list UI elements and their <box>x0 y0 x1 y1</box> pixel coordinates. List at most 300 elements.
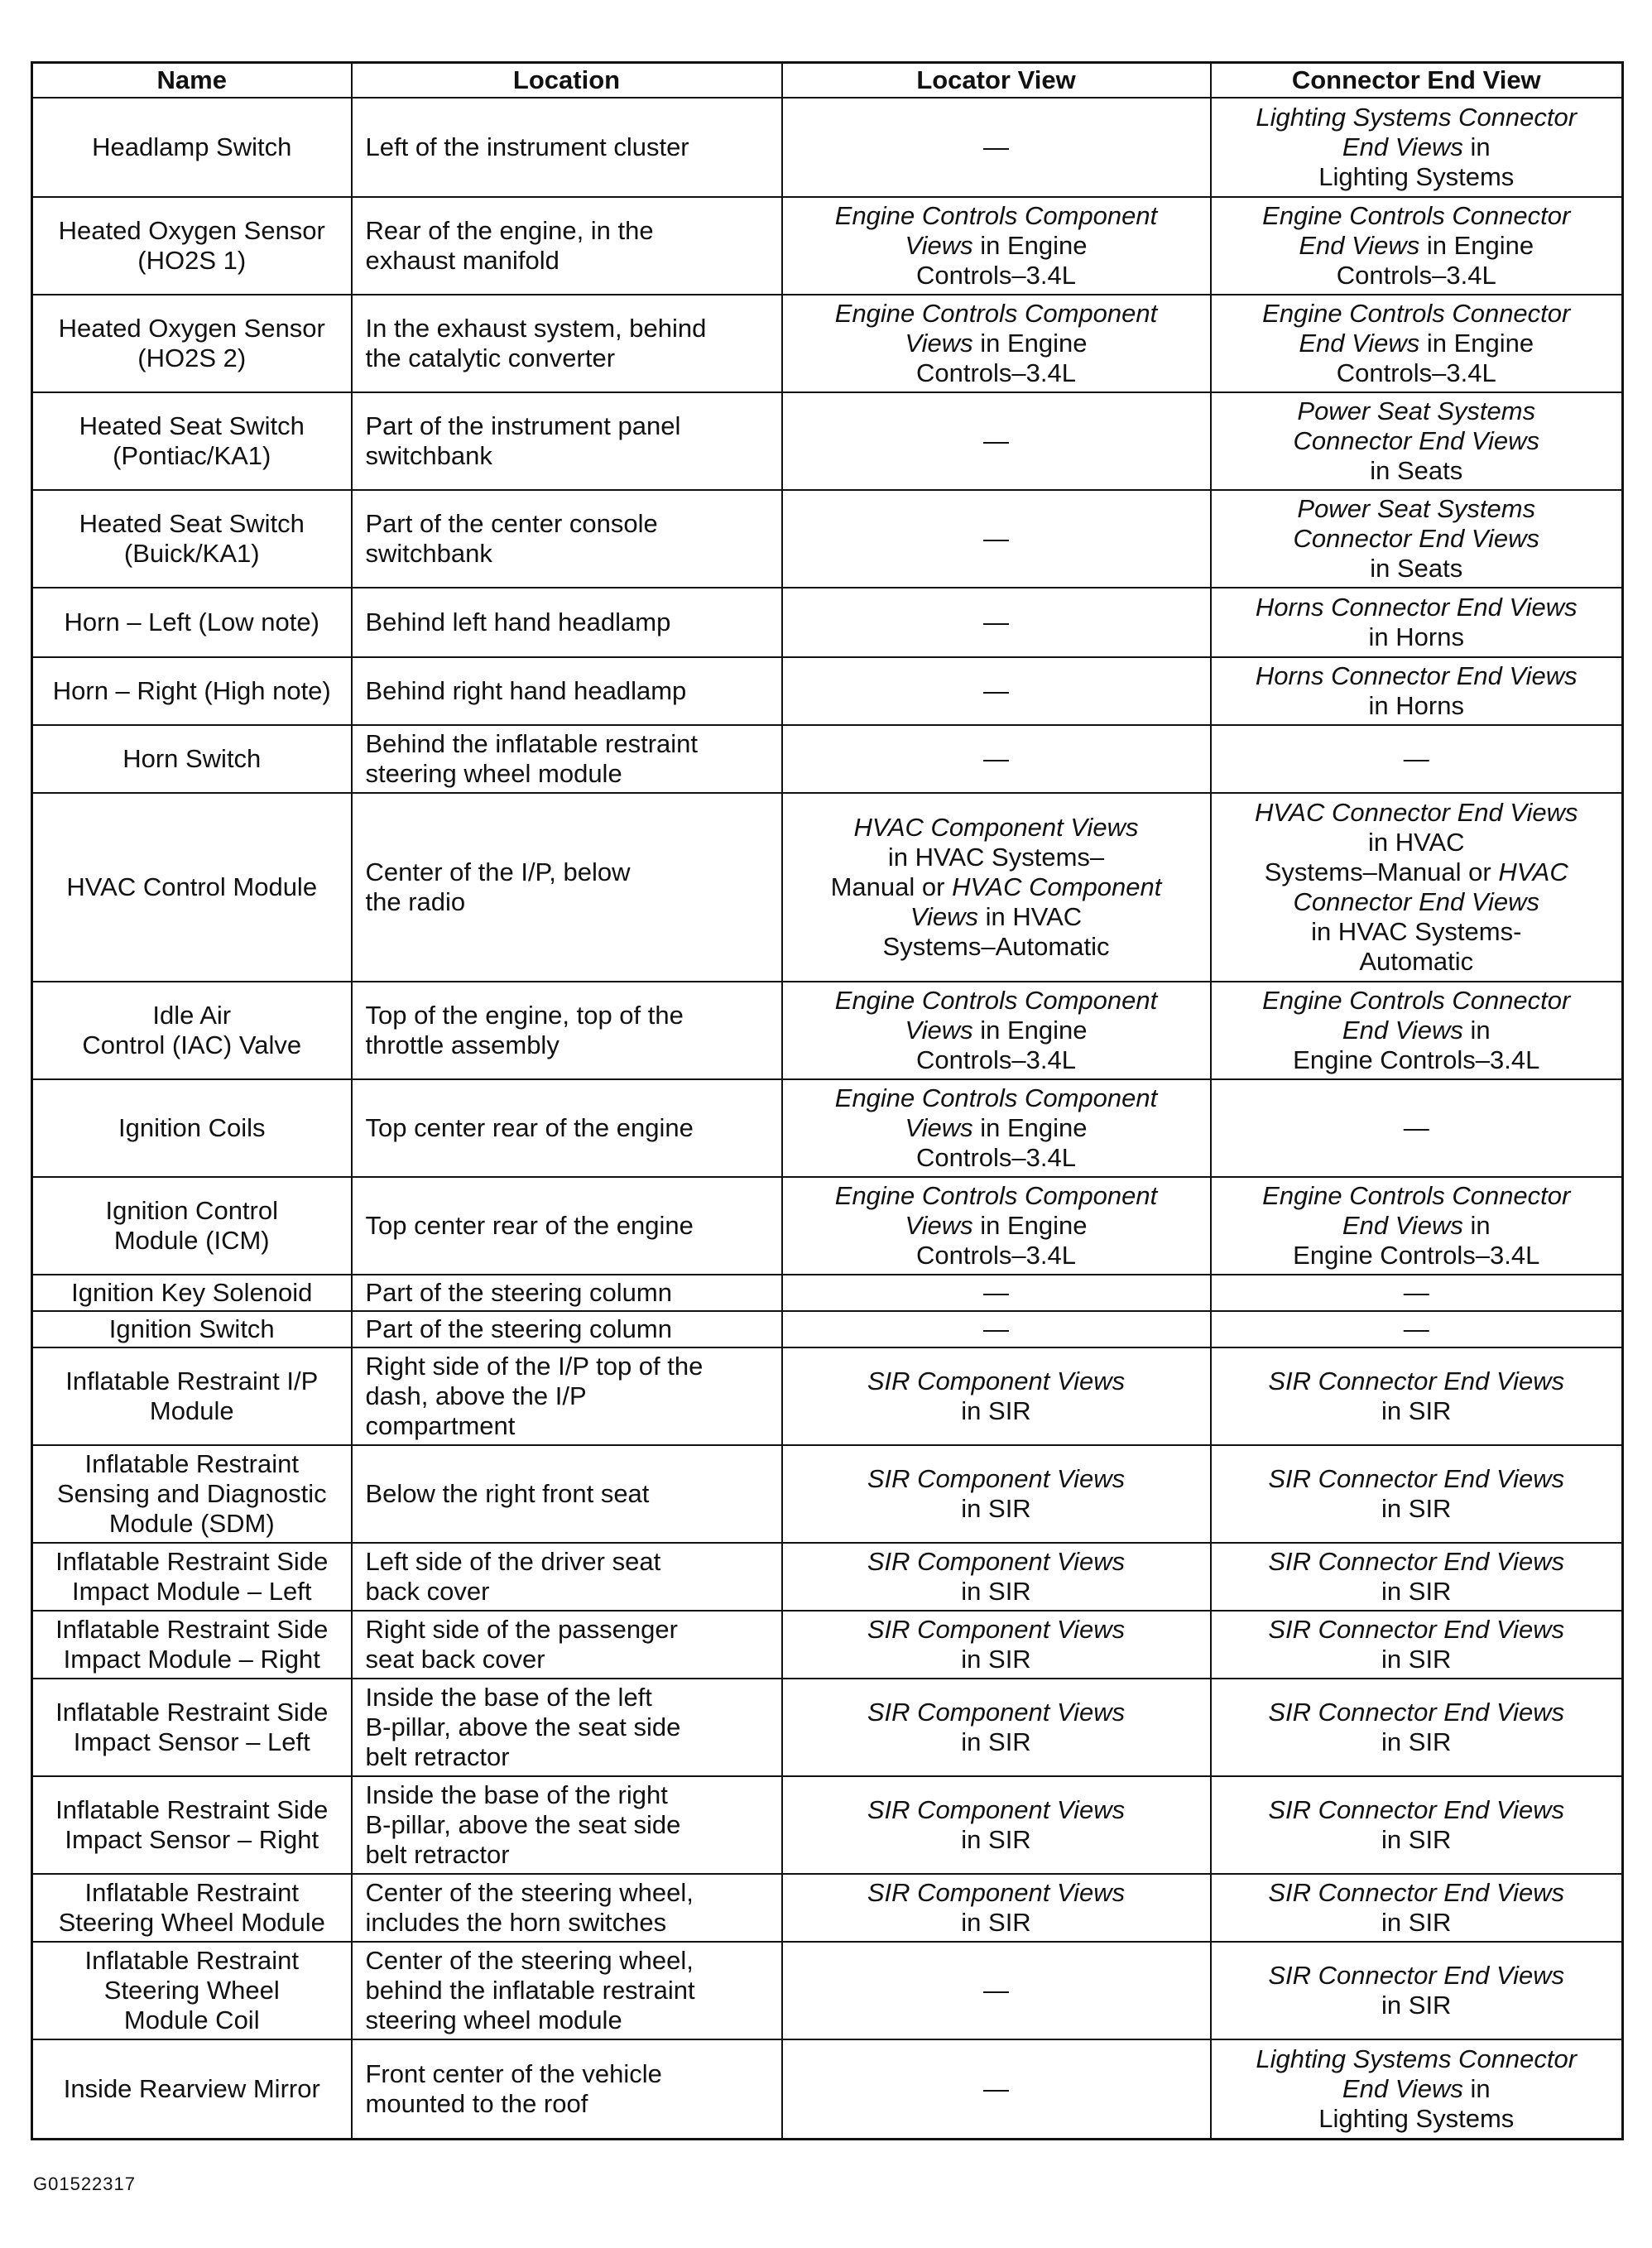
location-line: Inside the base of the left <box>365 1683 652 1712</box>
cell-locator-view <box>782 295 1211 392</box>
connector-end-view-text: Engine Controls Connector <box>1262 299 1571 328</box>
connector-end-view-text: End Views <box>1342 1016 1463 1045</box>
cell-locator-view <box>782 657 1211 725</box>
connector-end-view-text: in Horns <box>1368 691 1464 720</box>
cell-name <box>32 295 352 392</box>
locator-view-text: Controls–3.4L <box>915 261 1076 290</box>
location-line: steering wheel module <box>365 2005 622 2034</box>
connector-end-view-text: in <box>1462 1016 1491 1045</box>
empty-dash: — <box>983 132 1009 161</box>
locator-view-text: Manual or <box>830 872 953 901</box>
connector-end-view-text: in SIR <box>1381 1645 1452 1674</box>
connector-end-view-text: in Seats <box>1370 554 1463 583</box>
connector-end-view-text: SIR Connector End Views <box>1268 1367 1565 1395</box>
empty-dash: — <box>1403 1314 1429 1343</box>
connector-end-view-text: in SIR <box>1381 1396 1452 1425</box>
component-locator-table <box>31 61 1624 2140</box>
table-row <box>32 657 1623 725</box>
cell-locator-view <box>782 1079 1211 1177</box>
name-line: Heated Seat Switch <box>79 509 305 538</box>
connector-end-view-text: in Seats <box>1370 456 1463 485</box>
cell-connector-end-view <box>1211 490 1623 588</box>
table-row <box>32 1776 1623 1874</box>
location-line: seat back cover <box>365 1645 545 1674</box>
cell-location <box>352 1776 782 1874</box>
cell-connector-end-view <box>1211 1347 1623 1445</box>
name-line: Horn – Right (High note) <box>52 676 331 705</box>
location-line: steering wheel module <box>365 759 622 788</box>
cell-connector-end-view <box>1211 1543 1623 1611</box>
location-line: Left of the instrument cluster <box>365 132 689 161</box>
name-line: Steering Wheel <box>103 1976 280 2005</box>
cell-name <box>32 1942 352 2039</box>
location-line: Top of the engine, top of the <box>365 1001 684 1030</box>
location-line: includes the horn switches <box>365 1908 667 1937</box>
name-line: Ignition Switch <box>108 1314 275 1343</box>
location-line: exhaust manifold <box>365 246 559 275</box>
locator-view-text: SIR Component Views <box>867 1878 1126 1907</box>
table-row <box>32 1679 1623 1776</box>
cell-name <box>32 793 352 982</box>
name-line: Module Coil <box>123 2005 260 2034</box>
cell-locator-view <box>782 793 1211 982</box>
locator-view-text: Controls–3.4L <box>915 358 1076 387</box>
location-line: Top center rear of the engine <box>365 1211 694 1240</box>
connector-end-view-text: in <box>1462 132 1491 161</box>
cell-location <box>352 295 782 392</box>
name-line: Inflatable Restraint I/P <box>65 1367 319 1395</box>
cell-location <box>352 588 782 657</box>
cell-locator-view <box>782 1311 1211 1347</box>
locator-view-text: Engine Controls Component <box>834 1083 1158 1112</box>
cell-name <box>32 98 352 197</box>
locator-view-text: in SIR <box>961 1825 1031 1854</box>
connector-end-view-text: End Views <box>1299 329 1420 358</box>
connector-end-view-text: Connector End Views <box>1293 426 1540 455</box>
name-line: (HO2S 1) <box>137 246 247 275</box>
empty-dash: — <box>983 2073 1009 2103</box>
name-line: Horn Switch <box>122 744 262 773</box>
cell-location <box>352 2039 782 2139</box>
name-line: Ignition Control <box>105 1196 278 1225</box>
cell-name <box>32 588 352 657</box>
location-line: Behind right hand headlamp <box>365 676 687 705</box>
location-line: Center of the steering wheel, <box>365 1946 694 1975</box>
locator-view-text: SIR Component Views <box>867 1464 1126 1493</box>
name-line: Module (ICM) <box>113 1226 270 1255</box>
cell-name <box>32 1079 352 1177</box>
cell-name <box>32 725 352 793</box>
locator-view-text: Views <box>905 1211 973 1240</box>
cell-connector-end-view <box>1211 392 1623 490</box>
header-connector-end-view: Connector End View <box>1211 63 1623 98</box>
connector-end-view-text: Power Seat Systems <box>1297 494 1536 523</box>
connector-end-view-text: Lighting Systems <box>1318 2103 1515 2133</box>
name-line: HVAC Control Module <box>66 872 318 901</box>
connector-end-view-text: Lighting Systems Connector <box>1256 2044 1578 2073</box>
name-line: Inflatable Restraint <box>84 1878 299 1907</box>
cell-name <box>32 490 352 588</box>
header-row <box>32 63 1623 98</box>
connector-end-view-text: HVAC <box>1498 857 1568 886</box>
connector-end-view-text: SIR Connector End Views <box>1268 1698 1565 1727</box>
connector-end-view-text: in SIR <box>1381 1991 1452 2020</box>
cell-connector-end-view <box>1211 725 1623 793</box>
cell-connector-end-view <box>1211 2039 1623 2139</box>
locator-view-text: SIR Component Views <box>867 1615 1126 1644</box>
connector-end-view-text: Engine Controls Connector <box>1262 1181 1571 1210</box>
connector-end-view-text: End Views <box>1342 132 1463 161</box>
name-line: Inflatable Restraint Side <box>55 1547 329 1576</box>
name-line: Heated Oxygen Sensor <box>58 216 325 245</box>
name-line: Ignition Key Solenoid <box>71 1278 313 1307</box>
connector-end-view-text: Controls–3.4L <box>1336 358 1496 387</box>
connector-end-view-text: End Views <box>1342 1211 1463 1240</box>
cell-connector-end-view <box>1211 1311 1623 1347</box>
connector-end-view-text: in SIR <box>1381 1825 1452 1854</box>
location-line: B-pillar, above the seat side <box>365 1712 681 1741</box>
cell-name <box>32 657 352 725</box>
header-name: Name <box>32 63 352 98</box>
cell-locator-view <box>782 1347 1211 1445</box>
cell-locator-view <box>782 725 1211 793</box>
cell-connector-end-view <box>1211 1874 1623 1942</box>
locator-view-text: Views <box>910 902 978 931</box>
table-row <box>32 1543 1623 1611</box>
cell-name <box>32 1445 352 1543</box>
empty-dash: — <box>983 524 1009 553</box>
empty-dash: — <box>1403 1113 1429 1142</box>
cell-locator-view <box>782 1177 1211 1275</box>
locator-view-text: HVAC Component Views <box>853 813 1139 842</box>
location-line: dash, above the I/P <box>365 1381 587 1410</box>
connector-end-view-text: Engine Controls–3.4L <box>1293 1045 1540 1074</box>
cell-connector-end-view <box>1211 1445 1623 1543</box>
location-line: compartment <box>365 1411 516 1440</box>
cell-connector-end-view <box>1211 1679 1623 1776</box>
name-line: (HO2S 2) <box>137 343 247 372</box>
connector-end-view-text: Engine Controls–3.4L <box>1293 1241 1540 1270</box>
locator-view-text: Systems–Automatic <box>882 932 1110 961</box>
cell-location <box>352 1874 782 1942</box>
locator-view-text: Views <box>905 231 973 260</box>
location-line: mounted to the roof <box>365 2088 588 2118</box>
cell-connector-end-view <box>1211 1079 1623 1177</box>
connector-end-view-text: HVAC Connector End Views <box>1254 798 1578 827</box>
name-line: (Pontiac/KA1) <box>113 441 271 470</box>
table-row <box>32 793 1623 982</box>
cell-name <box>32 982 352 1079</box>
connector-end-view-text: in Engine <box>1419 231 1534 260</box>
name-line: Inflatable Restraint <box>84 1946 299 1975</box>
cell-name <box>32 1311 352 1347</box>
locator-view-text: Views <box>905 1016 973 1045</box>
cell-location <box>352 490 782 588</box>
cell-connector-end-view <box>1211 1177 1623 1275</box>
locator-view-text: in SIR <box>961 1577 1031 1606</box>
table-row <box>32 392 1623 490</box>
locator-view-text: in HVAC <box>977 902 1083 931</box>
connector-end-view-text: in SIR <box>1381 1494 1452 1523</box>
table-row <box>32 1311 1623 1347</box>
name-line: Idle Air <box>152 1001 232 1030</box>
cell-locator-view <box>782 1445 1211 1543</box>
cell-name <box>32 1275 352 1311</box>
cell-connector-end-view <box>1211 1776 1623 1874</box>
connector-end-view-text: in HVAC <box>1367 828 1465 857</box>
name-line: Heated Oxygen Sensor <box>58 314 325 343</box>
empty-dash: — <box>983 676 1009 705</box>
locator-view-text: SIR Component Views <box>867 1367 1126 1395</box>
location-line: throttle assembly <box>365 1030 559 1059</box>
connector-end-view-text: in SIR <box>1381 1577 1452 1606</box>
cell-location <box>352 1445 782 1543</box>
connector-end-view-text: in SIR <box>1381 1908 1452 1937</box>
cell-location <box>352 793 782 982</box>
cell-connector-end-view <box>1211 982 1623 1079</box>
locator-view-text: in Engine <box>972 231 1088 260</box>
empty-dash: — <box>983 426 1009 455</box>
name-line: Impact Sensor – Right <box>65 1825 319 1854</box>
cell-location <box>352 1611 782 1679</box>
connector-end-view-text: Lighting Systems <box>1318 162 1515 191</box>
location-line: Right side of the I/P top of the <box>365 1352 704 1381</box>
cell-connector-end-view <box>1211 1611 1623 1679</box>
location-line: Part of the steering column <box>365 1278 672 1307</box>
cell-locator-view <box>782 982 1211 1079</box>
connector-end-view-text: SIR Connector End Views <box>1268 1615 1565 1644</box>
locator-view-text: Controls–3.4L <box>915 1241 1076 1270</box>
table-row <box>32 1445 1623 1543</box>
table-row <box>32 295 1623 392</box>
location-line: Right side of the passenger <box>365 1615 678 1644</box>
empty-dash: — <box>1403 744 1429 773</box>
location-line: Center of the steering wheel, <box>365 1878 694 1907</box>
cell-location <box>352 1079 782 1177</box>
cell-connector-end-view <box>1211 1942 1623 2039</box>
cell-location <box>352 1543 782 1611</box>
locator-view-text: in SIR <box>961 1645 1031 1674</box>
locator-view-text: Views <box>905 329 973 358</box>
connector-end-view-text: SIR Connector End Views <box>1268 1795 1565 1824</box>
location-line: Rear of the engine, in the <box>365 216 654 245</box>
name-line: Inside Rearview Mirror <box>63 2073 320 2103</box>
cell-location <box>352 725 782 793</box>
cell-connector-end-view <box>1211 197 1623 295</box>
table-row <box>32 1347 1623 1445</box>
name-line: Control (IAC) Valve <box>82 1030 302 1059</box>
locator-view-text: Engine Controls Component <box>834 201 1158 230</box>
connector-end-view-text: Horns Connector End Views <box>1255 593 1578 622</box>
name-line: Impact Sensor – Left <box>73 1727 310 1756</box>
header-locator-view: Locator View <box>782 63 1211 98</box>
locator-view-text: in Engine <box>972 1016 1088 1045</box>
location-line: belt retractor <box>365 1742 510 1771</box>
connector-end-view-text: SIR Connector End Views <box>1268 1464 1565 1493</box>
connector-end-view-text: Controls–3.4L <box>1336 261 1496 290</box>
cell-locator-view <box>782 98 1211 197</box>
figure-code: G01522317 <box>33 2174 136 2194</box>
locator-view-text: in SIR <box>961 1908 1031 1937</box>
location-line: Top center rear of the engine <box>365 1113 694 1142</box>
cell-locator-view <box>782 1611 1211 1679</box>
empty-dash: — <box>983 608 1009 636</box>
cell-connector-end-view <box>1211 793 1623 982</box>
connector-end-view-text: Power Seat Systems <box>1297 396 1536 425</box>
locator-view-text: SIR Component Views <box>867 1698 1126 1727</box>
cell-name <box>32 1776 352 1874</box>
location-line: Behind the inflatable restraint <box>365 729 699 758</box>
connector-end-view-text: Lighting Systems Connector <box>1256 103 1578 132</box>
connector-end-view-text: in <box>1462 2073 1491 2103</box>
name-line: Steering Wheel Module <box>58 1908 325 1937</box>
table-row <box>32 588 1623 657</box>
connector-end-view-text: in Engine <box>1419 329 1534 358</box>
cell-location <box>352 197 782 295</box>
table-row <box>32 1874 1623 1942</box>
cell-location <box>352 98 782 197</box>
table-row <box>32 982 1623 1079</box>
header-location: Location <box>352 63 782 98</box>
cell-name <box>32 1874 352 1942</box>
cell-name <box>32 1679 352 1776</box>
cell-connector-end-view <box>1211 1275 1623 1311</box>
locator-view-text: in SIR <box>961 1727 1031 1756</box>
table-row <box>32 98 1623 197</box>
cell-connector-end-view <box>1211 588 1623 657</box>
table-row <box>32 1275 1623 1311</box>
cell-locator-view <box>782 1874 1211 1942</box>
cell-locator-view <box>782 1776 1211 1874</box>
empty-dash: — <box>983 1976 1009 2005</box>
locator-view-text: SIR Component Views <box>867 1547 1126 1576</box>
name-line: Sensing and Diagnostic <box>56 1479 327 1508</box>
name-line: Heated Seat Switch <box>79 411 305 440</box>
cell-location <box>352 1311 782 1347</box>
locator-view-text: in Engine <box>972 1211 1088 1240</box>
name-line: Impact Module – Left <box>72 1577 312 1606</box>
empty-dash: — <box>983 1278 1009 1307</box>
cell-locator-view <box>782 1942 1211 2039</box>
location-line: Behind left hand headlamp <box>365 608 671 636</box>
cell-location <box>352 392 782 490</box>
table-row <box>32 725 1623 793</box>
empty-dash: — <box>983 1314 1009 1343</box>
cell-location <box>352 1177 782 1275</box>
locator-view-text: in HVAC Systems– <box>887 843 1105 872</box>
connector-end-view-text: End Views <box>1299 231 1420 260</box>
location-line: back cover <box>365 1577 490 1606</box>
cell-locator-view <box>782 1275 1211 1311</box>
cell-location <box>352 982 782 1079</box>
cell-locator-view <box>782 1543 1211 1611</box>
locator-view-text: SIR Component Views <box>867 1795 1126 1824</box>
name-line: Inflatable Restraint Side <box>55 1698 329 1727</box>
cell-name <box>32 2039 352 2139</box>
location-line: the catalytic converter <box>365 343 616 372</box>
name-line: (Buick/KA1) <box>123 539 260 568</box>
cell-location <box>352 657 782 725</box>
location-line: In the exhaust system, behind <box>365 314 707 343</box>
location-line: Part of the center console <box>365 509 658 538</box>
locator-view-text: Views <box>905 1113 973 1142</box>
cell-connector-end-view <box>1211 657 1623 725</box>
name-line: Inflatable Restraint Side <box>55 1795 329 1824</box>
location-line: Inside the base of the right <box>365 1780 668 1809</box>
location-line: Center of the I/P, below <box>365 857 631 886</box>
cell-name <box>32 1177 352 1275</box>
location-line: Part of the steering column <box>365 1314 672 1343</box>
connector-end-view-text: Systems–Manual or <box>1264 857 1499 886</box>
location-line: Below the right front seat <box>365 1479 650 1508</box>
cell-connector-end-view <box>1211 98 1623 197</box>
name-line: Module (SDM) <box>108 1509 275 1538</box>
locator-view-text: Engine Controls Component <box>834 299 1158 328</box>
name-line: Module <box>149 1396 234 1425</box>
table-row <box>32 1079 1623 1177</box>
cell-name <box>32 1347 352 1445</box>
location-line: belt retractor <box>365 1840 510 1869</box>
connector-end-view-text: in <box>1462 1211 1491 1240</box>
name-line: Inflatable Restraint <box>84 1449 299 1478</box>
table-row <box>32 1942 1623 2039</box>
connector-end-view-text: SIR Connector End Views <box>1268 1961 1565 1990</box>
cell-name <box>32 392 352 490</box>
locator-view-text: Engine Controls Component <box>834 1181 1158 1210</box>
cell-locator-view <box>782 197 1211 295</box>
table-row <box>32 1611 1623 1679</box>
location-line: behind the inflatable restraint <box>365 1976 695 2005</box>
cell-name <box>32 197 352 295</box>
location-line: switchbank <box>365 539 492 568</box>
location-line: Part of the instrument panel <box>365 411 681 440</box>
cell-locator-view <box>782 1679 1211 1776</box>
connector-end-view-text: Connector End Views <box>1293 524 1540 553</box>
locator-view-text: in Engine <box>972 329 1088 358</box>
location-line: Front center of the vehicle <box>365 2058 662 2088</box>
cell-location <box>352 1275 782 1311</box>
locator-view-text: HVAC Component <box>952 872 1162 901</box>
connector-end-view-text: SIR Connector End Views <box>1268 1547 1565 1576</box>
location-line: the radio <box>365 887 466 916</box>
cell-name <box>32 1611 352 1679</box>
location-line: Left side of the driver seat <box>365 1547 661 1576</box>
locator-view-text: Engine Controls Component <box>834 986 1158 1015</box>
connector-end-view-text: Connector End Views <box>1293 887 1540 916</box>
table-body <box>32 98 1623 2139</box>
connector-end-view-text: in Horns <box>1368 622 1464 651</box>
table-row <box>32 1177 1623 1275</box>
empty-dash: — <box>1403 1278 1429 1307</box>
connector-end-view-text: End Views <box>1342 2073 1463 2103</box>
name-line: Impact Module – Right <box>63 1645 320 1674</box>
cell-location <box>352 1679 782 1776</box>
table-row <box>32 197 1623 295</box>
location-line: B-pillar, above the seat side <box>365 1810 681 1839</box>
locator-view-text: in SIR <box>961 1396 1031 1425</box>
name-line: Horn – Left (Low note) <box>64 608 319 636</box>
connector-end-view-text: in SIR <box>1381 1727 1452 1756</box>
connector-end-view-text: Engine Controls Connector <box>1262 986 1571 1015</box>
name-line: Inflatable Restraint Side <box>55 1615 329 1644</box>
connector-end-view-text: Automatic <box>1359 947 1474 976</box>
cell-location <box>352 1347 782 1445</box>
name-line: Headlamp Switch <box>92 132 292 161</box>
empty-dash: — <box>983 744 1009 773</box>
connector-end-view-text: Engine Controls Connector <box>1262 201 1571 230</box>
cell-location <box>352 1942 782 2039</box>
component-locator-table-container <box>31 61 1621 2140</box>
